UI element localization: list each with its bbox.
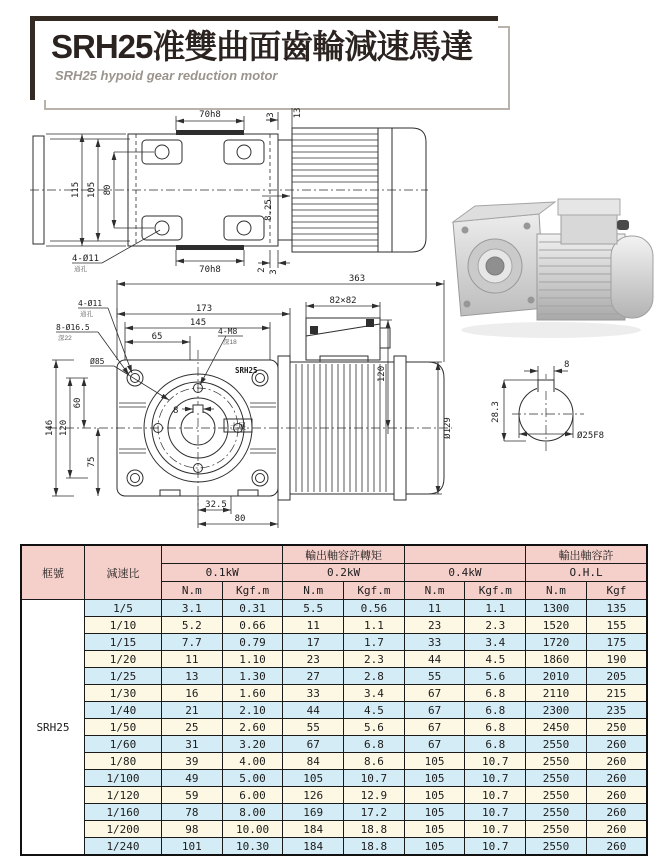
ratio-cell: 1/60 <box>85 736 162 753</box>
unit-header: Kgf.m <box>222 582 283 600</box>
empty-header <box>162 545 283 564</box>
model-label: SRH25 <box>235 366 258 375</box>
value-cell: 67 <box>404 702 465 719</box>
label-holes: 4-Ø11 <box>72 254 100 264</box>
label-holes: 4-Ø11 <box>78 299 103 308</box>
value-cell: 1300 <box>526 600 587 617</box>
value-cell: 16 <box>162 685 223 702</box>
value-cell: 1520 <box>526 617 587 634</box>
value-cell: 18.8 <box>344 821 405 838</box>
spec-table <box>20 544 648 856</box>
value-cell: 2550 <box>526 804 587 821</box>
value-cell: 18.8 <box>344 838 405 856</box>
shaft-detail-drawing <box>464 354 639 462</box>
value-cell: 0.79 <box>222 634 283 651</box>
dim-70h8-bottom: 70h8 <box>199 265 221 275</box>
value-cell: 2550 <box>526 838 587 856</box>
dim-115: 115 <box>71 181 81 199</box>
table-row <box>21 838 647 856</box>
value-cell: 169 <box>283 804 344 821</box>
ratio-cell: 1/80 <box>85 753 162 770</box>
value-cell: 5.2 <box>162 617 223 634</box>
value-cell: 33 <box>404 634 465 651</box>
ratio-cell: 1/15 <box>85 634 162 651</box>
value-cell: 3.4 <box>344 685 405 702</box>
value-cell: 10.00 <box>222 821 283 838</box>
value-cell: 135 <box>586 600 647 617</box>
value-cell: 105 <box>404 821 465 838</box>
value-cell: 105 <box>404 838 465 856</box>
dim-105: 105 <box>87 181 97 199</box>
value-cell: 10.7 <box>465 770 526 787</box>
value-cell: 8.6 <box>344 753 405 770</box>
value-cell: 17 <box>283 634 344 651</box>
value-cell: 27 <box>283 668 344 685</box>
value-cell: 2.3 <box>465 617 526 634</box>
value-cell: 10.7 <box>344 770 405 787</box>
value-cell: 6.00 <box>222 787 283 804</box>
ratio-header: 減速比 <box>85 545 162 600</box>
dim-363: 363 <box>348 274 366 284</box>
value-cell: 84 <box>283 753 344 770</box>
value-cell: 2550 <box>526 736 587 753</box>
ratio-cell: 1/5 <box>85 600 162 617</box>
value-cell: 260 <box>586 821 647 838</box>
unit-header: N.m <box>526 582 587 600</box>
value-cell: 2450 <box>526 719 587 736</box>
value-cell: 3.4 <box>465 634 526 651</box>
value-cell: 23 <box>404 617 465 634</box>
table-row <box>21 787 647 804</box>
dim-13: 13 <box>293 107 303 119</box>
dim-3-bottom: 3 <box>269 269 279 275</box>
value-cell: 250 <box>586 719 647 736</box>
torque-title: 輸出軸容許轉矩 <box>283 545 404 564</box>
dim-bore: Ø25F8 <box>577 431 605 441</box>
frame-value-cell: SRH25 <box>21 600 85 856</box>
output-bore <box>486 257 504 275</box>
value-cell: 13 <box>162 668 223 685</box>
dim-28-3: 28.3 <box>491 401 501 423</box>
value-cell: 55 <box>283 719 344 736</box>
table-row <box>21 617 647 634</box>
dim-120-left: 120 <box>59 419 69 437</box>
value-cell: 6.8 <box>465 685 526 702</box>
value-cell: 260 <box>586 787 647 804</box>
ratio-cell: 1/20 <box>85 651 162 668</box>
value-cell: 3.20 <box>222 736 283 753</box>
table-row <box>21 685 647 702</box>
title-frame <box>30 16 498 100</box>
value-cell: 184 <box>283 838 344 856</box>
dim-120-right: 120 <box>377 365 387 383</box>
value-cell: 25 <box>162 719 223 736</box>
value-cell: 1.1 <box>344 617 405 634</box>
dim-8-key: 8 <box>173 406 179 416</box>
value-cell: 49 <box>162 770 223 787</box>
table-row <box>21 821 647 838</box>
value-cell: 3.1 <box>162 600 223 617</box>
table-row <box>21 651 647 668</box>
value-cell: 175 <box>586 634 647 651</box>
value-cell: 0.66 <box>222 617 283 634</box>
value-cell: 4.00 <box>222 753 283 770</box>
label-cbore-note: 深22 <box>58 335 72 342</box>
value-cell: 10.7 <box>465 838 526 856</box>
spec-table-header <box>21 545 647 600</box>
page-subtitle: SRH25 hypoid gear reduction motor <box>55 68 278 83</box>
value-cell: 1720 <box>526 634 587 651</box>
tongue-bottom <box>176 245 244 250</box>
table-row <box>21 719 647 736</box>
value-cell: 126 <box>283 787 344 804</box>
ohl-title: 輸出軸容許 <box>526 545 647 564</box>
value-cell: 205 <box>586 668 647 685</box>
value-cell: 31 <box>162 736 223 753</box>
value-cell: 17.2 <box>344 804 405 821</box>
value-cell: 105 <box>404 804 465 821</box>
value-cell: 6.8 <box>465 736 526 753</box>
value-cell: 6.8 <box>465 719 526 736</box>
title-block <box>30 16 498 100</box>
top-view-drawing <box>30 104 430 276</box>
value-cell: 4.5 <box>465 651 526 668</box>
dim-173: 173 <box>195 304 213 314</box>
value-cell: 33 <box>283 685 344 702</box>
mount-hole <box>155 221 169 235</box>
value-cell: 2.10 <box>222 702 283 719</box>
table-row <box>21 770 647 787</box>
unit-header: Kgf <box>586 582 647 600</box>
value-cell: 2550 <box>526 787 587 804</box>
ratio-cell: 1/40 <box>85 702 162 719</box>
value-cell: 6.8 <box>465 702 526 719</box>
ratio-cell: 1/25 <box>85 668 162 685</box>
table-row <box>21 668 647 685</box>
value-cell: 105 <box>404 753 465 770</box>
value-cell: 260 <box>586 838 647 856</box>
value-cell: 0.56 <box>344 600 405 617</box>
dim-145: 145 <box>189 318 207 328</box>
value-cell: 1.1 <box>465 600 526 617</box>
value-cell: 8.00 <box>222 804 283 821</box>
group-ohl: O.H.L <box>526 564 647 582</box>
value-cell: 2110 <box>526 685 587 702</box>
dim-75: 75 <box>87 456 97 468</box>
value-cell: 260 <box>586 770 647 787</box>
unit-header: N.m <box>162 582 223 600</box>
table-row <box>21 600 647 617</box>
value-cell: 260 <box>586 804 647 821</box>
value-cell: 7.7 <box>162 634 223 651</box>
value-cell: 11 <box>283 617 344 634</box>
product-photo <box>443 186 658 346</box>
table-row <box>21 736 647 753</box>
value-cell: 105 <box>283 770 344 787</box>
value-cell: 12.9 <box>344 787 405 804</box>
ratio-cell: 1/100 <box>85 770 162 787</box>
value-cell: 155 <box>586 617 647 634</box>
value-cell: 0.31 <box>222 600 283 617</box>
value-cell: 101 <box>162 838 223 856</box>
value-cell: 2.60 <box>222 719 283 736</box>
value-cell: 10.7 <box>465 787 526 804</box>
value-cell: 39 <box>162 753 223 770</box>
value-cell: 21 <box>162 702 223 719</box>
value-cell: 1.10 <box>222 651 283 668</box>
value-cell: 10.7 <box>465 804 526 821</box>
label-holes-note: 通孔 <box>74 266 87 273</box>
value-cell: 2550 <box>526 753 587 770</box>
value-cell: 78 <box>162 804 223 821</box>
group-02kw: 0.2kW <box>283 564 404 582</box>
empty-header <box>404 545 525 564</box>
value-cell: 1860 <box>526 651 587 668</box>
table-row <box>21 804 647 821</box>
front-view-drawing <box>22 272 456 532</box>
mount-hole <box>155 145 169 159</box>
label-m8-note: 深18 <box>223 339 237 346</box>
unit-header: N.m <box>283 582 344 600</box>
value-cell: 5.6 <box>465 668 526 685</box>
value-cell: 5.5 <box>283 600 344 617</box>
value-cell: 260 <box>586 753 647 770</box>
value-cell: 235 <box>586 702 647 719</box>
label-cbore: 8-Ø16.5 <box>56 323 90 332</box>
ratio-cell: 1/10 <box>85 617 162 634</box>
value-cell: 1.7 <box>344 634 405 651</box>
dim-80: 80 <box>234 514 246 524</box>
mount-hole <box>237 145 251 159</box>
group-04kw: 0.4kW <box>404 564 525 582</box>
label-dia85: Ø85 <box>90 357 105 366</box>
ratio-cell: 1/30 <box>85 685 162 702</box>
value-cell: 55 <box>404 668 465 685</box>
label-m8: 4-M8 <box>218 327 238 336</box>
unit-header: Kgf.m <box>465 582 526 600</box>
ratio-cell: 1/200 <box>85 821 162 838</box>
value-cell: 67 <box>404 719 465 736</box>
value-cell: 260 <box>586 736 647 753</box>
value-cell: 98 <box>162 821 223 838</box>
value-cell: 2550 <box>526 770 587 787</box>
dim-65: 65 <box>151 332 163 342</box>
dim-82x82: 82×82 <box>329 296 357 306</box>
dim-2: 2 <box>257 267 267 273</box>
value-cell: 5.00 <box>222 770 283 787</box>
value-cell: 190 <box>586 651 647 668</box>
ratio-cell: 1/120 <box>85 787 162 804</box>
table-row <box>21 753 647 770</box>
logo-label: 士展 <box>230 422 246 431</box>
value-cell: 44 <box>404 651 465 668</box>
value-cell: 11 <box>404 600 465 617</box>
value-cell: 23 <box>283 651 344 668</box>
mount-hole <box>237 221 251 235</box>
value-cell: 10.30 <box>222 838 283 856</box>
value-cell: 105 <box>404 787 465 804</box>
value-cell: 67 <box>283 736 344 753</box>
value-cell: 184 <box>283 821 344 838</box>
value-cell: 67 <box>404 685 465 702</box>
value-cell: 11 <box>162 651 223 668</box>
tongue-top <box>176 130 244 135</box>
unit-header: Kgf.m <box>344 582 405 600</box>
cable-gland <box>617 220 629 230</box>
value-cell: 5.6 <box>344 719 405 736</box>
dim-dia129: Ø129 <box>443 417 453 439</box>
unit-header: N.m <box>404 582 465 600</box>
dim-3-top: 3 <box>266 112 276 118</box>
value-cell: 2550 <box>526 821 587 838</box>
value-cell: 10.7 <box>465 821 526 838</box>
dim-8-25: 8.25 <box>264 199 274 221</box>
table-row <box>21 634 647 651</box>
value-cell: 44 <box>283 702 344 719</box>
page-title: SRH25准雙曲面齒輪減速馬達 <box>51 28 473 65</box>
group-01kw: 0.1kW <box>162 564 283 582</box>
ratio-cell: 1/160 <box>85 804 162 821</box>
table-row <box>21 702 647 719</box>
dim-70h8-top: 70h8 <box>199 110 221 120</box>
value-cell: 2.8 <box>344 668 405 685</box>
value-cell: 1.30 <box>222 668 283 685</box>
ratio-cell: 1/50 <box>85 719 162 736</box>
value-cell: 59 <box>162 787 223 804</box>
value-cell: 215 <box>586 685 647 702</box>
value-cell: 2010 <box>526 668 587 685</box>
dim-8: 8 <box>564 360 570 370</box>
label-holes-note: 通孔 <box>80 311 93 318</box>
value-cell: 1.60 <box>222 685 283 702</box>
motor-end-cap <box>611 236 653 318</box>
ratio-cell: 1/240 <box>85 838 162 856</box>
value-cell: 6.8 <box>344 736 405 753</box>
value-cell: 10.7 <box>465 753 526 770</box>
dim-146: 146 <box>45 419 55 437</box>
dim-60: 60 <box>73 397 83 409</box>
value-cell: 2300 <box>526 702 587 719</box>
dim-32-5: 32.5 <box>205 500 227 510</box>
spec-table-body <box>21 600 647 856</box>
value-cell: 2.3 <box>344 651 405 668</box>
value-cell: 4.5 <box>344 702 405 719</box>
value-cell: 67 <box>404 736 465 753</box>
value-cell: 105 <box>404 770 465 787</box>
frame-header: 框號 <box>21 545 85 600</box>
dim-80: 80 <box>103 184 113 196</box>
